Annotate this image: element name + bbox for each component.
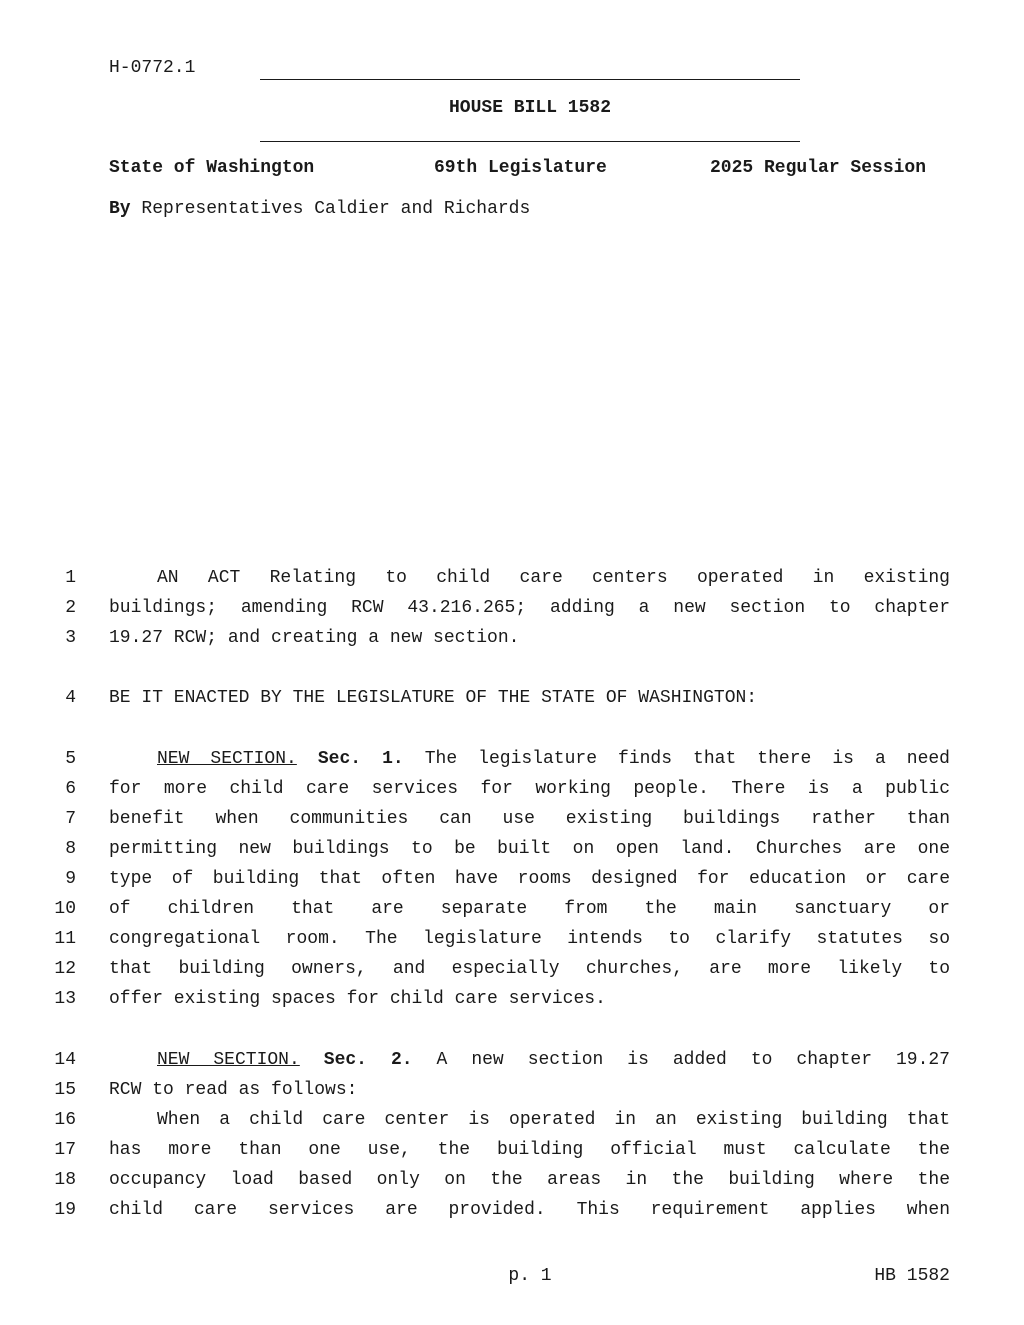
line-number: 4 [65, 688, 76, 708]
bill-text-line: child care services are provided. This requirement applies when [109, 1200, 950, 1220]
line-number: 3 [65, 628, 76, 648]
title-rule-top [260, 79, 800, 80]
line-number: 2 [65, 598, 76, 618]
bill-text-line: AN ACT Relating to child care centers operated in existing [157, 568, 950, 588]
bill-text-line: that building owners, and especially churches, are more likely to [109, 959, 950, 979]
document-id: H-0772.1 [109, 58, 196, 78]
footer-bill-id: HB 1582 [874, 1266, 950, 1286]
bill-text-line: type of building that often have rooms designed for education or care [109, 869, 950, 889]
section-number: Sec. 1. [317, 749, 404, 769]
line-number: 8 [65, 839, 76, 859]
bill-text-line: occupancy load based only on the areas in the building where the [109, 1170, 950, 1190]
bill-text-line: buildings; amending RCW 43.216.265; adding a new section to chapter [109, 598, 950, 618]
state-label: State of Washington [109, 158, 315, 178]
sponsors: Representatives Caldier and Richards [141, 199, 531, 219]
line-number: 10 [54, 899, 76, 919]
bill-text-line: congregational room. The legislature intends to clarify statutes so [109, 929, 950, 949]
line-number: 15 [54, 1080, 76, 1100]
session-label: 2025 Regular Session [710, 158, 927, 178]
line-number: 19 [54, 1200, 76, 1220]
new-section-label: NEW SECTION. [157, 749, 297, 769]
bill-text-line: offer existing spaces for child care services. [109, 989, 606, 1009]
title-rule-bottom [260, 141, 800, 142]
page-number: p. 1 [508, 1266, 552, 1286]
section-2-heading-line [109, 1050, 950, 1070]
line-number: 1 [65, 568, 76, 588]
sponsors-prefix: By [109, 199, 131, 219]
line-number: 17 [54, 1140, 76, 1160]
sponsors-line [109, 199, 530, 219]
line-number: 7 [65, 809, 76, 829]
legislature-label: 69th Legislature [434, 158, 607, 178]
bill-text-fragment: A new section is added to chapter 19.27 [436, 1050, 950, 1070]
line-number: 5 [65, 749, 76, 769]
line-number: 11 [54, 929, 76, 949]
line-number: 14 [54, 1050, 76, 1070]
bill-text-line: 19.27 RCW; and creating a new section. [109, 628, 520, 648]
bill-text-line: benefit when communities can use existing buildings rather than [109, 809, 950, 829]
bill-text-line: RCW to read as follows: [109, 1080, 358, 1100]
enacting-clause: BE IT ENACTED BY THE LEGISLATURE OF THE STATE OF WASHINGTON: [109, 688, 758, 708]
bill-title: HOUSE BILL 1582 [448, 98, 612, 118]
section-number: Sec. 2. [323, 1050, 413, 1070]
bill-text-line: of children that are separate from the main sanctuary or [109, 899, 950, 919]
bill-text-line: for more child care services for working people. There is a public [109, 779, 950, 799]
line-number: 9 [65, 869, 76, 889]
bill-text-line: permitting new buildings to be built on open land. Churches are one [109, 839, 950, 859]
line-number: 16 [54, 1110, 76, 1130]
line-number: 12 [54, 959, 76, 979]
new-section-label: NEW SECTION. [157, 1050, 300, 1070]
line-number: 18 [54, 1170, 76, 1190]
bill-text-line: has more than one use, the building official must calculate the [109, 1140, 950, 1160]
line-number: 13 [54, 989, 76, 1009]
bill-text-line: When a child care center is operated in an existing building that [157, 1110, 950, 1130]
bill-text-fragment: The legislature finds that there is a need [424, 749, 950, 769]
section-1-heading-line [109, 749, 950, 769]
line-number: 6 [65, 779, 76, 799]
